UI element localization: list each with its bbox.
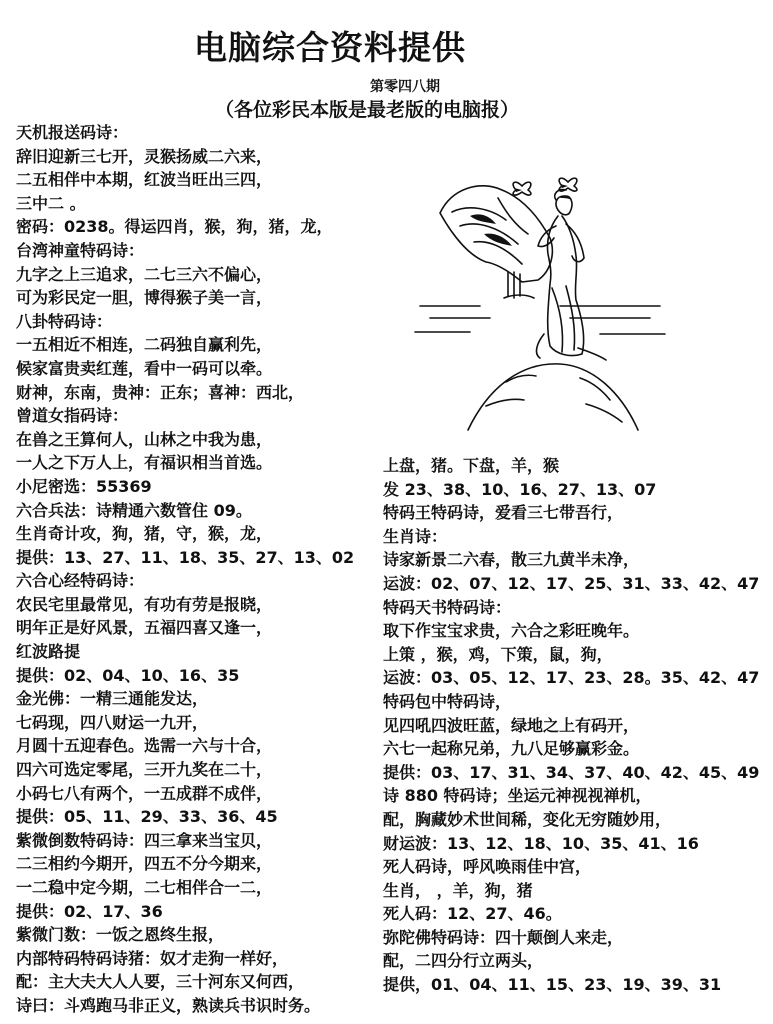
left-text-line: 四六可选定零尾，三开九奖在二十， <box>16 760 273 780</box>
right-text-line: 特码天书特码诗： <box>383 597 512 617</box>
left-text-line: 曾道女指码诗： <box>16 406 129 426</box>
left-text-line: 紫微倒数特码诗：四三拿来当宝贝， <box>16 830 273 850</box>
left-text-line: 三中二 。 <box>16 193 86 213</box>
left-text-line: 小尼密选：55369 <box>16 476 152 496</box>
issue-number: 第零四八期 <box>370 79 440 95</box>
page-subtitle: （各位彩民本版是最老版的电脑报） <box>215 99 520 121</box>
left-text-line: 密码：0238。得运四肖，猴，狗，猪，龙， <box>16 217 333 237</box>
right-text-line: 诗家新景二六春，散三九黄半未净， <box>383 550 640 570</box>
right-text-line: 生肖诗： <box>383 526 448 546</box>
left-text-line: 二五相伴中本期，红波当旺出三四， <box>16 170 273 190</box>
left-text-line: 明年正是好风景，五福四喜又逢一， <box>16 618 273 638</box>
right-text-line: 财运波：13、12、18、10、35、41、16 <box>383 833 699 853</box>
left-text-line: 财神，东南，贵神：正东；喜神：西北， <box>16 382 305 402</box>
left-text-column <box>16 121 361 1018</box>
left-text-line: 一二稳中定今期，二七相伴合一二， <box>16 878 273 897</box>
left-text-line: 提供：02、17、36 <box>16 901 163 921</box>
left-text-line: 月圆十五迎春色。选需一六与十合， <box>16 736 273 756</box>
right-text-line: 诗 880 特码诗；坐运元神视视禅机， <box>383 786 652 806</box>
left-text-line: 七码现，四八财运一九开， <box>16 712 209 732</box>
left-text-line: 可为彩民定一胆，博得猴子美一言， <box>16 288 273 308</box>
right-text-line: 配，二四分行立两头， <box>383 951 544 971</box>
left-text-line: 提供：02、04、10、16、35 <box>16 665 240 685</box>
left-text-line: 内部特码特码诗猪：奴才走狗一样好， <box>16 948 289 968</box>
right-text-column <box>383 454 763 997</box>
left-text-line: 金光佛：一精三通能发达， <box>16 689 209 709</box>
woman-by-rock-illustration <box>410 168 670 448</box>
rock-shape <box>440 186 552 282</box>
right-text-line: 配，胸藏妙术世间稀，变化无穷随妙用， <box>383 809 672 829</box>
right-text-line: 生肖， ，羊，狗，猪 <box>383 880 533 900</box>
right-text-line: 上盘，猪。下盘，羊，猴 <box>383 456 560 475</box>
left-text-line: 生肖奇计攻，狗，猪，守，猴，龙， <box>16 524 273 544</box>
left-text-line: 辞旧迎新三七开，灵猴扬威二六来， <box>16 146 273 166</box>
left-text-line: 六合心经特码诗： <box>16 571 145 591</box>
right-text-line: 特码王特码诗，爱看三七带吾行， <box>383 503 624 523</box>
right-text-line: 见四吼四波旺蓝，绿地之上有码开， <box>383 715 640 735</box>
left-text-line: 小码七八有两个，一五成群不成伴， <box>16 783 273 803</box>
right-text-line: 弥陀佛特码诗：四十颠倒人来走， <box>383 927 624 947</box>
left-text-line: 配：主大夫大人人要，三十河东又何西， <box>16 972 305 992</box>
right-text-line: 运波：03、05、12、17、23、28。35、42、47 <box>383 668 760 688</box>
left-text-line: 紫微门数：一饭之恩终生报， <box>16 925 225 945</box>
right-text-line: 取下作宝宝求贵，六合之彩旺晚年。 <box>383 621 640 641</box>
right-text-line: 提供，01、04、11、15、23、19、39、31 <box>383 975 722 995</box>
left-text-line: 八卦特码诗： <box>16 311 113 331</box>
left-text-line: 在兽之王算何人，山林之中我为患， <box>16 429 273 449</box>
left-text-line: 提供：13、27、11、18、35、27、13、02 <box>16 547 355 567</box>
left-text-line: 一五相近不相连，二码独自赢利先， <box>16 335 273 355</box>
left-text-line: 红波路提 <box>16 642 81 662</box>
right-text-line: 提供：03、17、31、34、37、40、42、45、49 <box>383 762 760 782</box>
left-text-line: 提供：05、11、29、33、36、45 <box>16 807 278 827</box>
left-text-line: 候家富贵卖红莲，看中一码可以牵。 <box>16 358 273 378</box>
right-text-line: 上策 ，猴，鸡，下策，鼠，狗， <box>383 644 613 664</box>
left-text-line: 农民宅里最常见，有功有劳是报晓， <box>16 594 273 614</box>
right-text-line: 六七一起称兄弟，九八足够赢彩金。 <box>383 739 640 759</box>
left-text-line: 台湾神童特码诗： <box>16 240 145 260</box>
left-text-line: 一人之下万人上，有福识相当首选。 <box>16 453 273 473</box>
right-text-line: 死人码诗，呼风唤雨佳中宫， <box>383 857 592 877</box>
right-text-line: 运波：02、07、12、17、25、31、33、42、47 <box>383 573 760 593</box>
page-title: 电脑综合资料提供 <box>194 28 466 67</box>
left-text-line: 六合兵法：诗精通六数管住 09。 <box>16 500 252 520</box>
left-text-line: 二三相约今期开，四五不分今期来， <box>16 854 273 874</box>
left-text-line: 天机报送码诗： <box>16 123 129 142</box>
left-text-line: 九字之上三追求，二七三六不偏心， <box>16 264 273 284</box>
left-text-line: 诗曰：斗鸡跑马非正义，熟读兵书识时务。 <box>16 995 321 1015</box>
right-text-line: 特码包中特码诗， <box>383 691 512 711</box>
right-text-line: 死人码：12、27、46。 <box>383 904 562 924</box>
right-text-line: 发 23、38、10、16、27、13、07 <box>383 479 657 499</box>
